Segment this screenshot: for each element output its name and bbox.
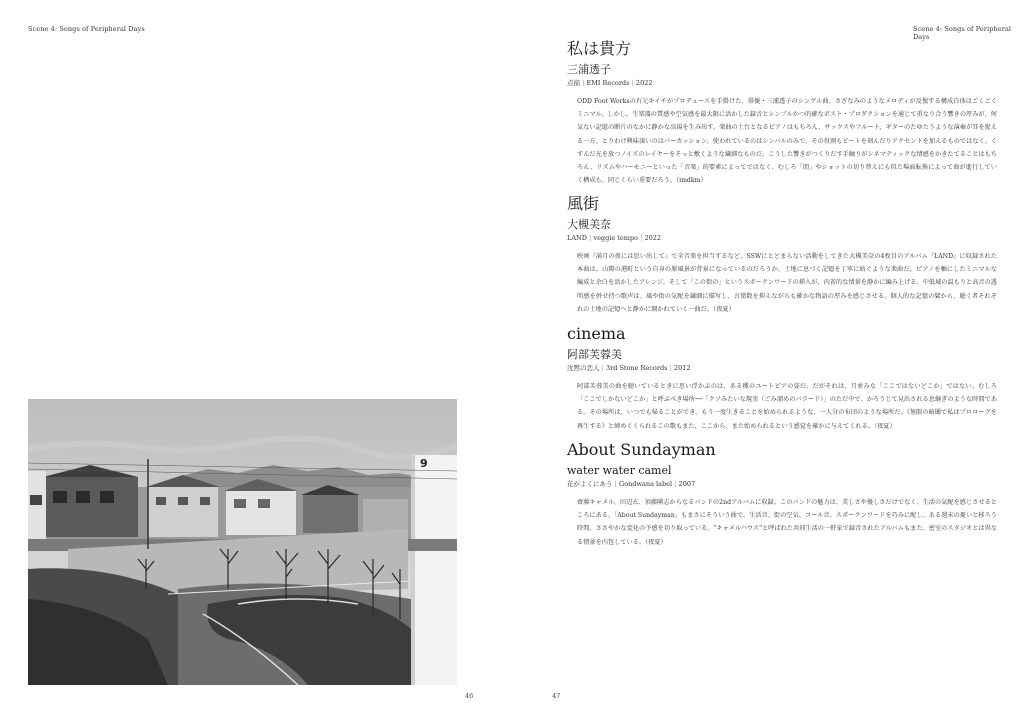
- page-number-right: 47: [552, 692, 561, 700]
- review-text: ODD Foot Worksの有元キイチがプロデュースを手掛けた、俳優・三浦透子のシングル曲。さざなみのようなメロディが反復する構成自体はごくごくミニマル。しかし、生楽器の質感や空気感を最大限に活かした録音とシンプルかつ的確なポスト・プロダクションを通じて重なり合う響きの厚みが、何気ない記憶の断片のなかに静かな高揚を生み出す。楽曲の土台となるピアノはもちろん、サックスやフルート、ギターのたゆたうような演奏が耳を捉える一方、とりわけ興味深いのはパーカッション。使われているのはシンバルのみで、その役割もビートを刻んだりアクセントを加えるものではなく、くすんだ光を放つノイズのレイヤーをそっと敷くような繊細なものだ。こうした響きがつくりだす手触りがシネマティックな情感をかきたてることはもちろん、リズムやハーモニーといった「音楽」的要素によってではなく、むしろ「間」やショットの切り替えにも似た場面転換によって曲が進行していく構成も、同じくらい重要だろう。（imdkm）: [577, 98, 997, 185]
- review-text: 阿部芙蓉美の曲を聴いているときに思い浮かぶのは、ある種のユートピアの姿だ。だがそれは、月並みな「ここではないどこか」ではない。むしろ「ここでしかないどこか」と呼ぶべき場所──「クソみたいな現実（ごみ溜めのバラード）」のただ中で、かろうじて見出される息継ぎのような時間である。その場所は、いつでも帰ることができ、もう一度生きることを始められるような、一人分の布団のような場所だ。《無限の暗闇で私はプロローグを再生する》と締めくくられるこの歌もまた、ここから、また始められるという感覚を確かに与えてくれる。（夜夏）: [577, 383, 997, 430]
- release-info: 点描｜EMI Records｜2022: [567, 79, 653, 87]
- artist-name: 大槻美奈: [567, 218, 611, 231]
- song-entry: [567, 325, 997, 433]
- song-entry: [567, 195, 997, 316]
- song-title: 風街: [567, 194, 600, 213]
- review-text: 齋藤キャメル、田辺玄、須藤剛志からなるバンドの2ndアルバムに収録。このバンドの魅力は、美しさや優しさだけでなく、生活の気配を感じさせるところにある。「About Sundayman」もまさにそういう曲で、生活音、街の空気、コール音、スポークンワードを巧みに配し、ある週末の憂いと移ろう時間、ささやかな変化の予感を切り取っている。"キャメルハウス"と呼ばれた共同生活の一軒家で録音されたアルバムもまた、密室のスタジオとは異なる情景を内包している。（夜夏）: [577, 499, 997, 546]
- artist-name: water water camel: [567, 464, 672, 477]
- photo-illustration: [28, 399, 457, 685]
- song-title: 私は貴方: [567, 39, 632, 58]
- running-head-right: Scene 4: Songs of Peripheral Days: [913, 25, 1012, 41]
- page-number-left: 46: [465, 692, 474, 700]
- song-title: cinema: [567, 324, 626, 343]
- review-text: 映画『満月の夜には思い出して』で全音楽を担当するなど、SSWにとどまらない活動をしてきた大槻美奈の4枚目のアルバム『LAND』に収録された本曲は、山際の港町という自身の原風景が背景になっているのだろうか、土地に息づく記憶を丁寧に紡ぐような楽曲だ。ピアノを軸にしたミニマルな編成と余白を活かしたアレンジ。そして「この街の」というスポークンワードの挿入が、内省的な情景を静かに編み上げる。中低域の温もりと高音の透明感を併せ持つ歌声は、風や街の気配を繊細に描写し、言葉数を抑えながらも確かな物語の厚みを感じさせる。個人的な記憶の襞から、聴く者それぞれの土地の記憶へと静かに開かれていく一曲だ。（夜夏）: [577, 253, 997, 313]
- building-number-label: 9: [420, 457, 428, 470]
- release-info: 花がよくにあう｜Gondwana label｜2007: [567, 480, 696, 488]
- song-title: About Sundayman: [567, 440, 716, 459]
- artist-name: 阿部芙蓉美: [567, 348, 622, 361]
- release-info: 沈黙の恋人｜3rd Stone Records｜2012: [567, 364, 691, 372]
- suburban-landscape-photo: [28, 399, 457, 685]
- release-info: LAND｜veggie tempo｜2022: [567, 234, 661, 242]
- song-entry: [567, 40, 997, 187]
- artist-name: 三浦透子: [567, 63, 611, 76]
- running-head-left: Scene 4: Songs of Peripheral Days: [28, 25, 145, 33]
- song-entry: [567, 441, 997, 549]
